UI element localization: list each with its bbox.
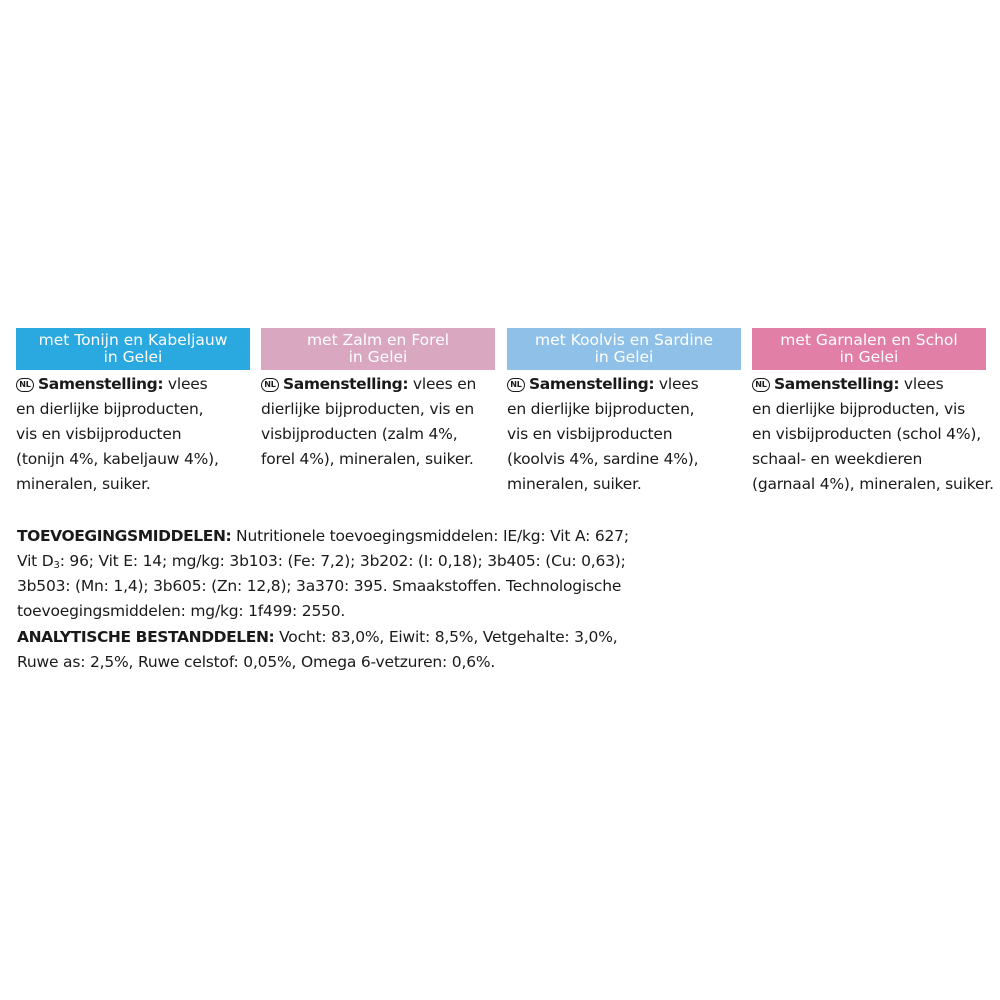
composition-line: mineralen, suiker. xyxy=(16,475,151,493)
analytics-text: Vocht: 83,0%, Eiwit: 8,5%, Vetgehalte: 3,0%, xyxy=(274,628,618,646)
product-title-banner xyxy=(507,328,741,370)
composition-text xyxy=(507,372,741,497)
product-title-line1: met Zalm en Forel xyxy=(306,331,450,349)
analytics-section xyxy=(17,625,987,675)
product-title-banner xyxy=(752,328,986,370)
composition-line: vlees xyxy=(654,375,699,393)
composition-text xyxy=(261,372,495,472)
composition-line: vis en visbijproducten xyxy=(16,425,182,443)
analytics-label: ANALYTISCHE BESTANDDELEN: xyxy=(17,628,275,646)
composition-line: vlees xyxy=(899,375,944,393)
analytics-text: Ruwe as: 2,5%, Ruwe celstof: 0,05%, Omega 6-vetzuren: 0,6%. xyxy=(17,653,496,671)
product-zalm-forel xyxy=(261,328,495,472)
composition-line: (tonijn 4%, kabeljauw 4%), xyxy=(16,450,219,468)
product-columns xyxy=(16,328,994,508)
product-title-banner xyxy=(261,328,495,370)
product-title-line1: met Garnalen en Schol xyxy=(780,331,958,349)
additives-text: Vit D xyxy=(17,552,54,570)
product-koolvis-sardine xyxy=(507,328,741,497)
product-title-line1: met Tonijn en Kabeljauw xyxy=(38,331,228,349)
product-title-line2: in Gelei xyxy=(839,348,899,366)
composition-line: vlees xyxy=(163,375,208,393)
product-garnalen-schol xyxy=(752,328,994,497)
composition-text xyxy=(752,372,994,497)
composition-line: dierlijke bijproducten, vis en xyxy=(261,400,474,418)
additives-section xyxy=(17,524,987,624)
product-title-line2: in Gelei xyxy=(348,348,408,366)
additives-text: toevoegingsmiddelen: mg/kg: 1f499: 2550. xyxy=(17,602,346,620)
composition-line: en dierlijke bijproducten, vis xyxy=(752,400,965,418)
nl-language-icon: NL xyxy=(752,378,770,392)
product-title-banner xyxy=(16,328,250,370)
composition-line: forel 4%), mineralen, suiker. xyxy=(261,450,474,468)
composition-text xyxy=(16,372,250,497)
composition-line: mineralen, suiker. xyxy=(507,475,642,493)
additives-text: Nutritionele toevoegingsmiddelen: IE/kg: Vit A: 627; xyxy=(231,527,629,545)
composition-line: schaal- en weekdieren xyxy=(752,450,923,468)
product-title-line1: met Koolvis en Sardine xyxy=(534,331,713,349)
nl-language-icon: NL xyxy=(16,378,34,392)
nl-language-icon: NL xyxy=(507,378,525,392)
additives-subscript: 3 xyxy=(53,560,60,571)
product-title-line2: in Gelei xyxy=(594,348,654,366)
composition-line: (garnaal 4%), mineralen, suiker. xyxy=(752,475,994,493)
additives-label: TOEVOEGINGSMIDDELEN: xyxy=(17,527,232,545)
product-tonijn-kabeljauw xyxy=(16,328,250,497)
composition-line: vis en visbijproducten xyxy=(507,425,673,443)
composition-line: vlees en xyxy=(408,375,477,393)
composition-label: Samenstelling: xyxy=(774,375,900,393)
composition-line: visbijproducten (zalm 4%, xyxy=(261,425,458,443)
composition-label: Samenstelling: xyxy=(529,375,655,393)
product-title-line2: in Gelei xyxy=(103,348,163,366)
composition-line: (koolvis 4%, sardine 4%), xyxy=(507,450,699,468)
composition-line: en dierlijke bijproducten, xyxy=(507,400,695,418)
composition-line: en visbijproducten (schol 4%), xyxy=(752,425,981,443)
composition-line: en dierlijke bijproducten, xyxy=(16,400,204,418)
additives-text: : 96; Vit E: 14; mg/kg: 3b103: (Fe: 7,2); 3b202: (I: 0,18); 3b405: (Cu: 0,63); xyxy=(59,552,626,570)
composition-label: Samenstelling: xyxy=(283,375,409,393)
composition-label: Samenstelling: xyxy=(38,375,164,393)
additives-text: 3b503: (Mn: 1,4); 3b605: (Zn: 12,8); 3a370: 395. Smaakstoffen. Technologische xyxy=(17,577,622,595)
nl-language-icon: NL xyxy=(261,378,279,392)
